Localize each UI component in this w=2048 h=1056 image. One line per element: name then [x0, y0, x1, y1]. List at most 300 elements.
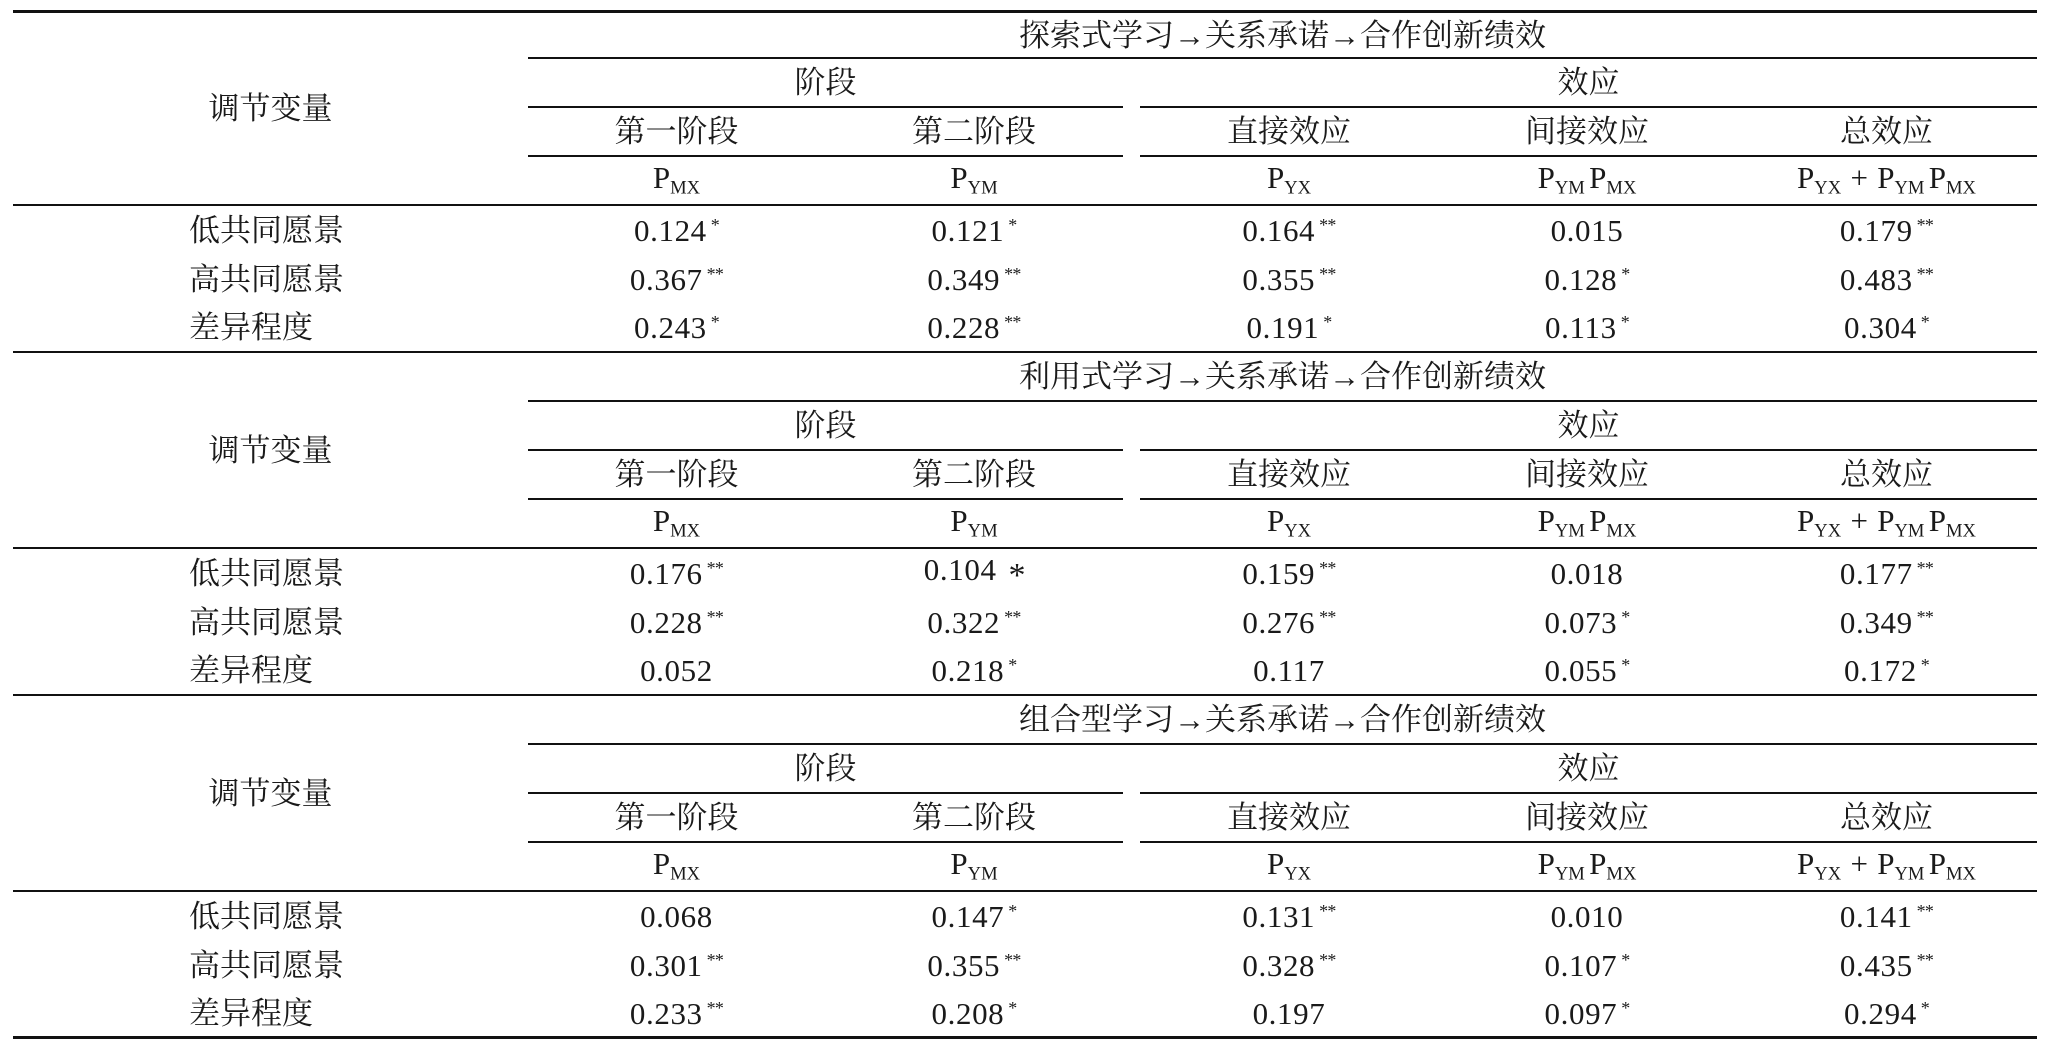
coefficient-subscript: YM: [1554, 520, 1585, 542]
path-title-cell: [528, 353, 2037, 402]
column-header-label: 直接效应: [1227, 457, 1351, 492]
significance-mark: **: [1319, 901, 1336, 922]
coefficient-value: 0.276: [1242, 605, 1316, 640]
significance-mark: **: [1319, 950, 1336, 971]
coefficient-subscript: YX: [1814, 520, 1842, 542]
coefficient-symbol: P: [1877, 846, 1895, 882]
coefficient-subscript: YM: [967, 863, 998, 885]
coefficient-value: 0.322: [927, 605, 1001, 640]
plus-operator: +: [1850, 160, 1868, 196]
data-cell-second-stage: [825, 549, 1123, 598]
coefficient-subscript: MX: [1606, 863, 1637, 885]
path-title-cell: [528, 696, 2037, 745]
path-coefficient: [1267, 505, 1311, 541]
column-header-direct-effect: [1140, 108, 1438, 157]
data-cell-second-stage: [825, 990, 1123, 1039]
data-cell-first-stage: [528, 598, 825, 647]
significance-mark: **: [1004, 950, 1021, 971]
significance-mark: **: [1916, 950, 1934, 971]
column-header-total-effect: [1736, 108, 2037, 157]
column-header-label: 第一阶段: [614, 114, 739, 149]
coefficient-subscript: MX: [1946, 863, 1976, 885]
formula-total-effect: [1736, 843, 2037, 892]
coefficient-subscript: MX: [670, 520, 701, 542]
data-cell-first-stage: [528, 941, 825, 990]
coefficient-symbol: P: [950, 503, 968, 539]
row-label-cell: [13, 255, 528, 304]
coefficient-subscript: YM: [1554, 177, 1585, 199]
column-gap: [1123, 206, 1140, 255]
path-coefficient: [1877, 848, 1924, 884]
column-header-second-stage: [825, 108, 1123, 157]
formula-first-stage: [528, 843, 825, 892]
row-label-cell: [13, 990, 528, 1039]
stage-group-label: 阶段: [794, 65, 857, 100]
stage-group-cell: [528, 402, 1123, 451]
coefficient-value: 0.131: [1242, 899, 1316, 934]
path-coefficient: [1797, 848, 1841, 884]
column-gap: [1123, 402, 1140, 451]
column-gap: [1123, 941, 1140, 990]
section-2-title-row: [13, 353, 2037, 402]
coefficient-symbol: P: [950, 160, 968, 196]
column-gap: [1123, 892, 1140, 941]
formula-first-stage: [528, 157, 825, 206]
column-header-first-stage: [528, 108, 825, 157]
moderator-header-cell: [13, 696, 528, 892]
column-header-label: 间接效应: [1525, 457, 1649, 492]
significance-mark: **: [1004, 607, 1021, 628]
path-coefficient: [1538, 505, 1585, 541]
row-label: 低共同愿景: [189, 213, 344, 248]
significance-mark: **: [706, 950, 724, 971]
coefficient-value: 0.483: [1839, 262, 1913, 297]
data-row: [13, 892, 2037, 941]
column-gap: [1123, 108, 1140, 157]
data-cell-direct-effect: [1140, 647, 1438, 696]
significance-mark: **: [1004, 312, 1021, 333]
effect-group-label: 效应: [1557, 65, 1620, 100]
data-cell-indirect-effect: [1438, 941, 1736, 990]
data-cell-first-stage: [528, 892, 825, 941]
column-header-total-effect: [1736, 794, 2037, 843]
significance-mark: *: [1621, 655, 1630, 676]
path-coefficient: [950, 162, 997, 198]
column-gap: [1123, 843, 1140, 892]
section-1-title-row: [13, 10, 2037, 59]
formula-second-stage: [825, 500, 1123, 549]
significance-mark: *: [1008, 215, 1017, 236]
plus-operator: +: [1850, 503, 1868, 539]
data-cell-second-stage: [825, 892, 1123, 941]
column-gap: [1123, 745, 1140, 794]
path-title: 探索式学习→关系承诺→合作创新绩效: [1019, 17, 1547, 53]
data-cell-direct-effect: [1140, 892, 1438, 941]
row-label: 差异程度: [189, 995, 313, 1031]
significance-mark: **: [1004, 264, 1021, 285]
effect-group-cell: [1140, 59, 2037, 108]
column-header-first-stage: [528, 794, 825, 843]
data-cell-total-effect: [1736, 892, 2037, 941]
significance-mark: **: [1916, 215, 1934, 236]
data-cell-direct-effect: [1140, 598, 1438, 647]
row-label: 低共同愿景: [189, 556, 344, 591]
path-coefficient: [950, 848, 997, 884]
path-coefficient: [1267, 162, 1311, 198]
significance-mark: *: [1920, 312, 1930, 333]
data-cell-direct-effect: [1140, 255, 1438, 304]
column-gap: [1123, 304, 1140, 353]
column-gap: [1123, 647, 1140, 696]
formula-second-stage: [825, 157, 1123, 206]
formula-second-stage: [825, 843, 1123, 892]
coefficient-value: 0.349: [927, 262, 1001, 297]
column-header-label: 总效应: [1840, 800, 1934, 835]
data-cell-first-stage: [528, 647, 825, 696]
coefficient-value: 0.073: [1544, 605, 1618, 640]
coefficient-symbol: P: [1877, 160, 1895, 196]
coefficient-subscript: YX: [1284, 520, 1312, 542]
coefficient-symbol: P: [652, 503, 671, 539]
coefficient-value: 0.367: [629, 262, 703, 297]
coefficient-value: 0.197: [1252, 995, 1326, 1031]
coefficient-value: 0.018: [1550, 556, 1624, 591]
formula-indirect-effect: [1438, 500, 1736, 549]
coefficient-symbol: P: [1928, 160, 1947, 196]
data-cell-second-stage: [825, 255, 1123, 304]
coefficient-value: 0.052: [640, 653, 713, 688]
coefficient-symbol: P: [1589, 160, 1607, 196]
column-gap: [1123, 500, 1140, 549]
coefficient-symbol: P: [1928, 846, 1947, 882]
coefficient-subscript: YM: [967, 520, 998, 542]
data-cell-direct-effect: [1140, 990, 1438, 1039]
column-header-label: 第二阶段: [912, 800, 1036, 835]
column-header-second-stage: [825, 451, 1123, 500]
path-title: 组合型学习→关系承诺→合作创新绩效: [1019, 702, 1547, 737]
coefficient-subscript: MX: [1606, 177, 1637, 199]
row-label: 高共同愿景: [189, 948, 344, 983]
column-gap: [1123, 255, 1140, 304]
significance-mark: *: [1920, 655, 1930, 676]
column-gap: [1123, 451, 1140, 500]
significance-mark: **: [706, 558, 724, 579]
path-coefficient: [1589, 162, 1636, 198]
column-header-label: 直接效应: [1227, 114, 1351, 149]
coefficient-symbol: P: [1537, 846, 1555, 882]
coefficient-subscript: MX: [1606, 520, 1637, 542]
coefficient-subscript: YX: [1284, 863, 1312, 885]
column-header-label: 直接效应: [1227, 800, 1351, 835]
significance-mark: **: [1916, 264, 1934, 285]
coefficient-value: 0.113: [1545, 310, 1617, 345]
data-cell-direct-effect: [1140, 941, 1438, 990]
formula-direct-effect: [1140, 500, 1438, 549]
coefficient-value: 0.068: [640, 899, 713, 934]
row-label: 差异程度: [189, 653, 313, 688]
significance-mark: **: [706, 607, 724, 628]
path-coefficient: [1877, 162, 1924, 198]
column-header-second-stage: [825, 794, 1123, 843]
data-row: [13, 941, 2037, 990]
coefficient-symbol: P: [1797, 846, 1815, 882]
stage-group-label: 阶段: [794, 751, 857, 786]
data-cell-total-effect: [1736, 206, 2037, 255]
significance-mark: **: [1319, 264, 1336, 285]
coefficient-value: 0.055: [1544, 653, 1618, 688]
moderator-label: 调节变量: [208, 432, 333, 468]
section-3-title-row: [13, 696, 2037, 745]
path-coefficient: [653, 162, 700, 198]
row-label-cell: [13, 647, 528, 696]
formula-total-effect: [1736, 157, 2037, 206]
coefficient-subscript: MX: [1946, 520, 1976, 542]
coefficient-symbol: P: [1589, 503, 1607, 539]
significance-mark: *: [1621, 997, 1630, 1018]
formula-indirect-effect: [1438, 843, 1736, 892]
row-label: 低共同愿景: [189, 899, 344, 934]
path-coefficient: [1267, 848, 1311, 884]
significance-mark: **: [706, 997, 724, 1018]
plus-operator: +: [1850, 846, 1868, 882]
effect-group-cell: [1140, 402, 2037, 451]
column-gap: [1123, 59, 1140, 108]
data-cell-direct-effect: [1140, 549, 1438, 598]
data-cell-indirect-effect: [1438, 206, 1736, 255]
data-row: [13, 990, 2037, 1039]
row-label-cell: [13, 892, 528, 941]
column-gap: [1123, 598, 1140, 647]
path-coefficient: [1589, 505, 1636, 541]
data-cell-first-stage: [528, 990, 825, 1039]
column-header-direct-effect: [1140, 451, 1438, 500]
moderator-label: 调节变量: [208, 91, 333, 126]
coefficient-value: 0.172: [1843, 653, 1917, 688]
formula-indirect-effect: [1438, 157, 1736, 206]
significance-mark: *: [1008, 655, 1017, 676]
significance-mark: *: [1621, 950, 1630, 971]
coefficient-symbol: P: [950, 846, 968, 882]
coefficient-value: 0.147: [931, 899, 1005, 934]
data-row: [13, 255, 2037, 304]
data-cell-second-stage: [825, 598, 1123, 647]
coefficient-value: 0.128: [1544, 262, 1618, 297]
coefficient-symbol: P: [1266, 846, 1285, 882]
coefficient-value: 0.104: [923, 551, 997, 587]
coefficient-value: 0.349: [1839, 605, 1913, 640]
data-row: [13, 549, 2037, 598]
data-row: [13, 647, 2037, 696]
coefficient-value: 0.176: [629, 556, 703, 591]
table-body: [13, 10, 2037, 1039]
data-cell-direct-effect: [1140, 304, 1438, 353]
column-header-label: 第一阶段: [614, 800, 739, 835]
path-coefficient: [1929, 848, 1976, 884]
column-gap: [1123, 990, 1140, 1039]
data-cell-second-stage: [825, 206, 1123, 255]
coefficient-value: 0.294: [1843, 995, 1917, 1031]
row-label-cell: [13, 304, 528, 353]
coefficient-value: 0.228: [927, 310, 1001, 345]
data-cell-total-effect: [1736, 255, 2037, 304]
row-label: 差异程度: [189, 310, 313, 345]
column-header-label: 总效应: [1840, 457, 1934, 492]
column-header-direct-effect: [1140, 794, 1438, 843]
significance-mark: **: [1319, 558, 1336, 579]
moderator-header-cell: [13, 10, 528, 206]
coefficient-value: 0.228: [629, 605, 703, 640]
significance-mark: *: [1008, 901, 1017, 922]
coefficient-subscript: YX: [1814, 177, 1842, 199]
coefficient-symbol: P: [1266, 503, 1285, 539]
coefficient-subscript: YX: [1814, 863, 1842, 885]
column-header-label: 第一阶段: [614, 457, 739, 492]
data-cell-first-stage: [528, 206, 825, 255]
significance-mark: *: [1621, 607, 1630, 628]
significance-mark: **: [1916, 607, 1934, 628]
significance-mark: *: [1008, 557, 1025, 595]
data-cell-indirect-effect: [1438, 892, 1736, 941]
path-coefficient: [1538, 162, 1585, 198]
path-coefficient: [1797, 162, 1841, 198]
coefficient-subscript: YM: [1894, 520, 1925, 542]
data-row: [13, 598, 2037, 647]
row-label: 高共同愿景: [189, 605, 344, 640]
significance-mark: **: [1916, 558, 1934, 579]
coefficient-value: 0.177: [1839, 556, 1913, 591]
data-cell-total-effect: [1736, 549, 2037, 598]
data-cell-total-effect: [1736, 598, 2037, 647]
path-coefficient: [653, 848, 700, 884]
moderator-label: 调节变量: [208, 775, 333, 811]
significance-mark: *: [1323, 312, 1332, 333]
moderator-header-cell: [13, 353, 528, 549]
coefficient-symbol: P: [1266, 160, 1285, 196]
coefficient-subscript: YM: [967, 177, 998, 199]
significance-mark: *: [710, 312, 720, 333]
moderated-mediation-results-table: [13, 10, 2037, 1039]
coefficient-value: 0.304: [1843, 310, 1917, 345]
formula-first-stage: [528, 500, 825, 549]
row-label-cell: [13, 549, 528, 598]
coefficient-value: 0.355: [1242, 262, 1316, 297]
coefficient-subscript: MX: [670, 863, 701, 885]
significance-mark: **: [1916, 901, 1934, 922]
data-cell-indirect-effect: [1438, 598, 1736, 647]
coefficient-value: 0.159: [1242, 556, 1316, 591]
significance-mark: *: [1008, 997, 1017, 1018]
data-row: [13, 206, 2037, 255]
column-gap: [1123, 794, 1140, 843]
coefficient-symbol: P: [1928, 503, 1947, 539]
effect-group-cell: [1140, 745, 2037, 794]
column-header-indirect-effect: [1438, 108, 1736, 157]
coefficient-subscript: YX: [1284, 177, 1312, 199]
coefficient-value: 0.243: [633, 310, 707, 345]
coefficient-value: 0.328: [1242, 948, 1316, 983]
coefficient-value: 0.208: [931, 995, 1005, 1031]
formula-total-effect: [1736, 500, 2037, 549]
data-cell-first-stage: [528, 549, 825, 598]
data-row: [13, 304, 2037, 353]
coefficient-value: 0.179: [1839, 213, 1913, 248]
coefficient-value: 0.121: [931, 213, 1005, 248]
stage-group-cell: [528, 745, 1123, 794]
column-header-label: 第二阶段: [912, 457, 1036, 492]
data-cell-second-stage: [825, 647, 1123, 696]
coefficient-value: 0.164: [1242, 213, 1316, 248]
column-header-label: 间接效应: [1525, 114, 1649, 149]
significance-mark: **: [706, 264, 724, 285]
coefficient-symbol: P: [1877, 503, 1895, 539]
coefficient-value: 0.191: [1246, 310, 1320, 345]
coefficient-symbol: P: [1537, 160, 1555, 196]
coefficient-subscript: YM: [1894, 863, 1925, 885]
row-label-cell: [13, 598, 528, 647]
data-cell-first-stage: [528, 255, 825, 304]
data-cell-indirect-effect: [1438, 647, 1736, 696]
column-header-label: 间接效应: [1525, 800, 1649, 835]
coefficient-symbol: P: [1589, 846, 1607, 882]
significance-mark: **: [1319, 215, 1336, 236]
significance-mark: *: [1920, 997, 1930, 1018]
coefficient-subscript: MX: [670, 177, 701, 199]
column-header-first-stage: [528, 451, 825, 500]
significance-mark: *: [1621, 264, 1630, 285]
path-coefficient: [1877, 505, 1924, 541]
coefficient-value: 0.010: [1550, 899, 1624, 934]
stage-group-cell: [528, 59, 1123, 108]
coefficient-value: 0.141: [1839, 899, 1913, 934]
coefficient-value: 0.301: [629, 948, 703, 983]
path-coefficient: [1589, 848, 1636, 884]
data-cell-second-stage: [825, 304, 1123, 353]
path-coefficient: [1929, 505, 1976, 541]
data-cell-indirect-effect: [1438, 549, 1736, 598]
coefficient-symbol: P: [1537, 503, 1555, 539]
formula-direct-effect: [1140, 157, 1438, 206]
data-cell-first-stage: [528, 304, 825, 353]
path-coefficient: [1538, 848, 1585, 884]
row-label-cell: [13, 941, 528, 990]
coefficient-symbol: P: [652, 846, 671, 882]
coefficient-value: 0.124: [633, 213, 707, 248]
coefficient-value: 0.107: [1544, 948, 1618, 983]
path-coefficient: [653, 505, 700, 541]
column-header-label: 第二阶段: [912, 114, 1036, 149]
path-coefficient: [950, 505, 997, 541]
coefficient-symbol: P: [1797, 503, 1815, 539]
coefficient-symbol: P: [1797, 160, 1815, 196]
data-cell-indirect-effect: [1438, 304, 1736, 353]
data-cell-indirect-effect: [1438, 255, 1736, 304]
effect-group-label: 效应: [1557, 751, 1620, 786]
column-gap: [1123, 157, 1140, 206]
data-cell-total-effect: [1736, 304, 2037, 353]
formula-direct-effect: [1140, 843, 1438, 892]
significance-mark: *: [1620, 312, 1629, 333]
coefficient-value: 0.355: [927, 948, 1001, 983]
path-title: 利用式学习→关系承诺→合作创新绩效: [1019, 359, 1547, 394]
data-cell-indirect-effect: [1438, 990, 1736, 1039]
data-cell-total-effect: [1736, 941, 2037, 990]
coefficient-value: 0.218: [931, 653, 1005, 688]
column-header-indirect-effect: [1438, 451, 1736, 500]
column-header-total-effect: [1736, 451, 2037, 500]
coefficient-subscript: MX: [1946, 177, 1976, 199]
column-header-label: 总效应: [1840, 114, 1934, 149]
column-header-indirect-effect: [1438, 794, 1736, 843]
